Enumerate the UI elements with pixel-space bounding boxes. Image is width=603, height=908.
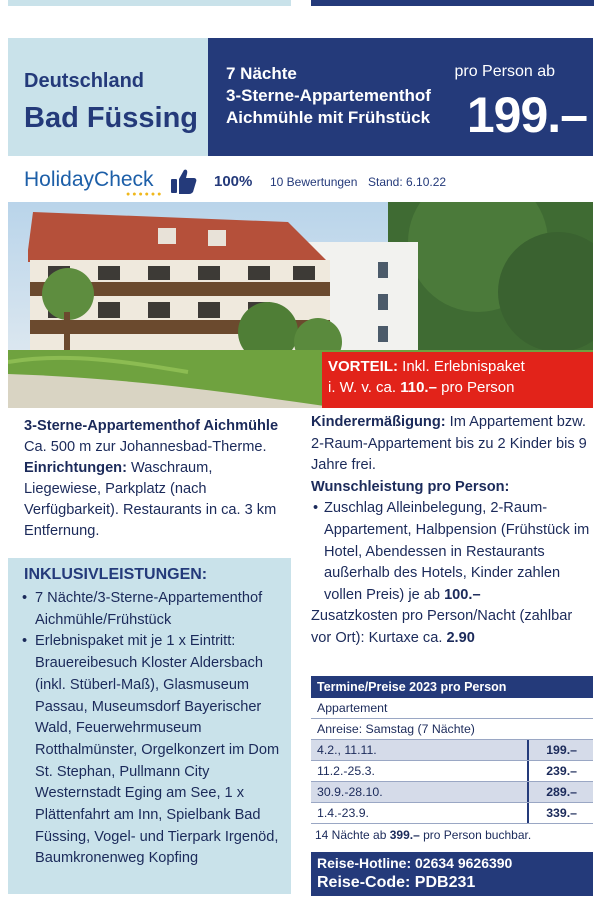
- wunsch-list: [311, 498, 596, 606]
- kurtaxe-value: 2.90: [446, 629, 475, 646]
- travel-code: Reise-Code: PDB231: [317, 874, 476, 891]
- offer-panel: [208, 38, 593, 156]
- vorteil-line-2: [328, 379, 515, 396]
- note-suffix: pro Person buchbar.: [419, 828, 532, 842]
- wunsch-text: Zuschlag Alleinbelegung, 2-Raum-Appartement, Halbpension (Frühstück im Hotel, Abendessen in Restaurants außerhalb des Hotels, Kinder zahlen vollen Preis) je ab: [324, 500, 590, 603]
- vorteil-text: Inkl. Erlebnispaket: [398, 358, 525, 375]
- vorteil-value: 110.–: [400, 379, 437, 396]
- rating-row: [18, 164, 578, 198]
- table-row: [311, 782, 593, 803]
- list-item: • Erlebnispaket mit je 1 x Eintritt: Brauereibesuch Kloster Aldersbach (inkl. Stüberl-Maß), Glasmuseum Passau, Museumsdorf Bayerischer Wald, Feuerwehrmuseum Rotthalmünster, Orgelkonzert im Dom St. Stephan, Pullmann City Westernstadt Eging am See, 1 x Plättenfahrt am Inn, Spielbank Bad Füssing, Vogel- und Tierpark Irgenöd, Baumkronenweg Kopfing: [22, 631, 284, 870]
- destination-panel: [8, 38, 208, 156]
- hotline-phone[interactable]: Reise-Hotline: 02634 9626390: [317, 855, 513, 871]
- row-price: 239.–: [546, 764, 577, 778]
- top-strip-right: [311, 0, 594, 6]
- row-price: 199.–: [546, 743, 577, 757]
- offer-title-line: 3-Sterne-Appartementhof: [226, 86, 431, 105]
- table-heading: Termine/Preise 2023 pro Person: [311, 676, 593, 698]
- arrival-info: Anreise: Samstag (7 Nächte): [317, 722, 475, 736]
- price-table: [311, 676, 593, 846]
- row-dates: 4.2., 11.11.: [317, 743, 377, 757]
- list-item: [311, 498, 596, 606]
- hotel-distance: Ca. 500 m zur Johannesbad-Therme.: [24, 439, 267, 455]
- top-strip-left: [8, 0, 291, 6]
- rating-dots: ●●●●●●: [126, 191, 164, 198]
- table-row: [311, 740, 593, 761]
- inclusive-box: [8, 558, 291, 894]
- row-dates: 1.4.-23.9.: [317, 806, 369, 820]
- kinder-text: Im Appartement bzw. 2-Raum-Appartement bis zu 2 Kinder bis 9 Jahre frei.: [311, 414, 587, 474]
- inclusive-list: [22, 588, 284, 870]
- column-divider: [527, 740, 529, 760]
- table-note: [311, 824, 593, 846]
- facilities-label: Einrichtungen:: [24, 460, 127, 476]
- hotel-name: 3-Sterne-Appartementhof Aichmühle: [24, 418, 279, 434]
- hotel-description: [8, 408, 291, 552]
- holidaycheck-logo: HolidayCheck: [24, 168, 154, 191]
- table-subheading: [311, 698, 593, 719]
- row-price: 339.–: [546, 806, 577, 820]
- city-label: Bad Füssing: [24, 102, 199, 134]
- wunsch-label: Wunschleistung pro Person:: [311, 478, 510, 495]
- vorteil-box: [322, 352, 593, 408]
- kinder-label: Kinderermäßigung:: [311, 414, 446, 430]
- country-label: Deutschland: [24, 70, 145, 92]
- row-price: 289.–: [546, 785, 577, 799]
- column-divider: [527, 782, 529, 802]
- hotline-box: [311, 852, 593, 896]
- table-row: [311, 761, 593, 782]
- vorteil-label: VORTEIL:: [328, 358, 398, 375]
- room-type: Appartement: [317, 701, 388, 715]
- vorteil-line-1: [328, 358, 525, 375]
- list-item: • 7 Nächte/3-Sterne-Appartementhof Aichmühle/Frühstück: [22, 588, 284, 631]
- review-count: 10 Bewertungen: [270, 175, 358, 189]
- facilities-text: Waschraum, Liegewiese, Parkplatz (nach Verfügbarkeit). Restaurants in ca. 3 km Entfernung.: [24, 460, 277, 539]
- vorteil-value-suffix: pro Person: [436, 379, 515, 396]
- inclusive-heading: INKLUSIVLEISTUNGEN:: [24, 566, 208, 583]
- table-subheading: [311, 719, 593, 740]
- note-prefix: 14 Nächte ab: [315, 828, 390, 842]
- note-price: 399.–: [389, 828, 420, 842]
- wunsch-price: 100.–: [444, 586, 481, 603]
- price-prefix: pro Person ab: [454, 63, 555, 80]
- row-dates: 11.2.-25.3.: [317, 764, 375, 778]
- rating-date: Stand: 6.10.22: [368, 175, 447, 189]
- extra-costs: [311, 606, 596, 649]
- column-divider: [527, 761, 529, 781]
- kinder-discount: [311, 412, 596, 477]
- vorteil-value-prefix: i. W. v. ca.: [328, 379, 401, 396]
- row-dates: 30.9.-28.10.: [317, 785, 383, 799]
- offer-title-line: 7 Nächte: [226, 64, 297, 83]
- thumbs-up-icon: [168, 166, 198, 196]
- offer-title: [226, 63, 456, 129]
- offer-title-line: Aichmühle mit Frühstück: [226, 108, 431, 127]
- column-divider: [527, 803, 529, 823]
- rating-percent: 100%: [214, 173, 253, 190]
- table-row: [311, 803, 593, 824]
- conditions: [311, 412, 596, 650]
- price-value: 199.–: [466, 87, 587, 143]
- extra-costs-text: Zusatzkosten pro Person/Nacht (zahlbar vor Ort): Kurtaxe ca.: [311, 608, 573, 646]
- hotel-facilities: [24, 458, 281, 542]
